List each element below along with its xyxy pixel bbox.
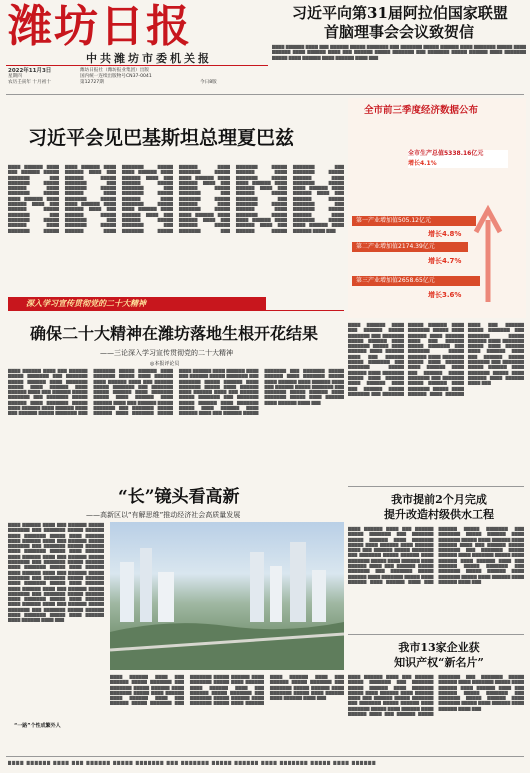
second-section-heading: “一路”个性成繁外人 bbox=[14, 723, 61, 729]
right-mid-article-text: ▇▇▇▇ ▇▇▇▇▇▇ ▇▇▇▇ ▇▇▇ ▇▇▇▇▇▇ ▇▇▇▇▇ ▇▇▇▇▇▇▇ ▇▇▇ ▇▇▇▇▇▇▇ ▇▇▇▇▇ ▇▇▇▇▇▇ ▇▇▇▇ ▇▇▇▇▇▇▇ ▇▇▇▇▇ ▇▇▇▇ ▇▇▇▇▇▇ ▇▇▇▇ ▇▇▇▇▇▇ ▇▇▇▇ ▇▇▇ ▇▇▇▇▇▇ ▇▇▇▇▇ ▇▇▇▇▇▇▇ ▇▇▇ ▇▇▇▇▇▇▇ ▇▇▇▇▇ ▇▇▇▇▇▇ ▇▇▇▇ ▇▇▇▇▇▇▇ ▇▇▇▇▇ ▇▇▇▇ ▇▇▇▇▇▇ ▇▇▇▇ ▇▇▇▇▇▇ ▇▇▇▇ ▇▇▇ ▇▇▇▇▇▇ ▇▇▇▇▇ ▇▇▇▇▇▇▇ ▇▇▇ ▇▇▇▇▇▇▇ ▇▇▇▇▇ ▇▇▇▇▇▇ ▇▇▇▇ ▇▇▇▇▇▇▇ ▇▇▇▇▇ ▇▇▇▇ ▇▇▇▇▇▇ ▇▇▇▇ ▇▇▇▇▇▇ ▇▇▇▇ ▇▇▇ ▇▇▇▇▇▇ ▇▇▇▇▇ ▇▇▇▇▇▇▇ ▇▇▇ ▇▇▇▇▇▇▇ ▇▇▇▇▇ ▇▇▇▇▇▇ ▇▇▇▇ ▇▇▇▇▇▇▇ ▇▇▇▇▇ ▇▇▇▇ ▇▇▇▇▇▇ ▇▇▇▇ ▇▇▇▇▇▇ ▇▇▇▇ ▇▇▇ ▇▇▇▇▇▇ ▇▇▇▇▇ ▇▇▇▇▇▇▇ ▇▇▇ ▇▇▇▇▇▇▇ ▇▇▇▇▇ ▇▇▇▇▇▇ ▇▇▇▇ ▇▇▇▇▇▇▇ ▇▇▇▇▇ ▇▇▇▇ ▇▇▇▇▇▇ ▇▇▇▇ ▇▇▇▇▇▇ ▇▇▇▇ ▇▇▇ ▇▇▇▇▇▇ ▇▇▇▇▇ ▇▇▇▇▇▇▇ ▇▇▇ ▇▇▇▇▇▇▇ ▇▇▇▇▇ ▇▇▇▇▇▇ ▇▇▇▇ ▇▇▇▇▇▇▇ ▇▇▇▇▇ ▇▇▇▇ ▇▇▇▇▇▇ ▇▇▇▇ ▇▇▇▇▇▇ ▇▇▇▇ ▇▇▇ bbox=[348, 526, 524, 584]
growth-arrow-icon bbox=[468, 202, 508, 302]
top-right-headline bbox=[292, 4, 508, 42]
date: 2022年11月3日 bbox=[8, 68, 52, 74]
stat-pct-primary: 增长4.8% bbox=[428, 230, 462, 238]
masthead-rule bbox=[6, 65, 268, 66]
second-subhead: ——高新区以“有解思维”推动经济社会高质量发展 bbox=[86, 511, 241, 519]
top-right-article-text: ▇▇▇▇ ▇▇▇▇▇▇ ▇▇▇▇ ▇▇▇ ▇▇▇▇▇▇ ▇▇▇▇▇ ▇▇▇▇▇▇▇ ▇▇▇ ▇▇▇▇▇▇▇ ▇▇▇▇▇ ▇▇▇▇▇▇ ▇▇▇▇ ▇▇▇▇▇▇▇ ▇▇▇▇▇ ▇▇▇▇ ▇▇▇▇▇▇ ▇▇▇▇ ▇▇▇▇▇▇ ▇▇▇▇ ▇▇▇ ▇▇▇▇▇▇ ▇▇▇▇▇ ▇▇▇▇▇▇▇ ▇▇▇ ▇▇▇▇▇▇▇ ▇▇▇▇▇ ▇▇▇▇▇▇ ▇▇▇▇ ▇▇▇▇▇▇▇ ▇▇▇▇▇ ▇▇▇▇ ▇▇▇▇▇▇ ▇▇▇▇ ▇▇▇▇▇▇ ▇▇▇▇ ▇▇▇ bbox=[272, 44, 526, 60]
stat-bar-secondary: 第二产业增加值2174.39亿元 bbox=[352, 242, 468, 252]
cn-code: 国内统一连续出版物号CN37-0041 bbox=[80, 74, 152, 79]
top-right-headline-line1: 习近平向第31届阿拉伯国家联盟 bbox=[292, 4, 508, 22]
right-divider-1 bbox=[348, 486, 524, 487]
right-mid-headline-line2: 提升改造村级供水工程 bbox=[384, 508, 494, 521]
stat-gdp-label: 全市生产总值5338.16亿元 bbox=[408, 150, 484, 157]
right-mid-headline bbox=[364, 492, 514, 522]
footer-info: ▇▇▇▇ ▇▇▇▇▇▇ ▇▇▇▇ ▇▇▇ ▇▇▇▇▇▇ ▇▇▇▇▇ ▇▇▇▇▇▇▇ ▇▇▇ ▇▇▇▇▇▇▇ ▇▇▇▇▇ ▇▇▇▇▇▇ ▇▇▇▇ ▇▇▇▇▇▇▇ ▇▇▇▇▇ ▇▇▇▇ ▇▇▇▇▇▇ bbox=[8, 760, 377, 765]
cityscape-photo bbox=[110, 522, 344, 670]
stat-bar-primary: 第一产业增加值505.12亿元 bbox=[352, 216, 476, 226]
second-article-text-right: ▇▇▇▇ ▇▇▇▇▇▇ ▇▇▇▇ ▇▇▇ ▇▇▇▇▇▇ ▇▇▇▇▇ ▇▇▇▇▇▇▇ ▇▇▇ ▇▇▇▇▇▇▇ ▇▇▇▇▇ ▇▇▇▇▇▇ ▇▇▇▇ ▇▇▇▇▇▇▇ ▇▇▇▇▇ ▇▇▇▇ ▇▇▇▇▇▇ ▇▇▇▇ ▇▇▇▇▇▇ ▇▇▇▇ ▇▇▇ ▇▇▇▇▇▇ ▇▇▇▇▇ ▇▇▇▇▇▇▇ ▇▇▇ ▇▇▇▇▇▇▇ ▇▇▇▇▇ ▇▇▇▇▇▇ ▇▇▇▇ ▇▇▇▇▇▇▇ ▇▇▇▇▇ ▇▇▇▇ ▇▇▇▇▇▇ ▇▇▇▇ ▇▇▇▇▇▇ ▇▇▇▇ ▇▇▇ ▇▇▇▇▇▇ ▇▇▇▇▇ ▇▇▇▇▇▇▇ ▇▇▇ ▇▇▇▇▇▇▇ ▇▇▇▇▇ ▇▇▇▇▇▇ ▇▇▇▇ ▇▇▇▇▇▇▇ ▇▇▇▇▇ ▇▇▇▇ ▇▇▇▇▇▇ ▇▇▇▇ ▇▇▇▇▇▇ ▇▇▇▇ ▇▇▇ ▇▇▇▇▇▇ ▇▇▇▇▇ ▇▇▇▇▇▇▇ ▇▇▇ ▇▇▇▇▇▇▇ ▇▇▇▇▇ ▇▇▇▇▇▇ ▇▇▇▇ ▇▇▇▇▇▇▇ ▇▇▇▇▇ ▇▇▇▇ ▇▇▇▇▇▇ ▇▇▇▇ ▇▇▇▇▇▇ ▇▇▇▇ ▇▇▇ bbox=[110, 674, 344, 706]
issue-number: 第12727期 bbox=[80, 80, 104, 85]
stat-gdp-pct: 增长4.1% bbox=[408, 160, 437, 167]
stat-pct-secondary: 增长4.7% bbox=[428, 257, 462, 265]
section-divider bbox=[6, 94, 524, 95]
banner-underline bbox=[8, 310, 344, 311]
second-headline: “长”镜头看高新 bbox=[118, 487, 240, 507]
stats-article-text: ▇▇▇▇ ▇▇▇▇▇▇ ▇▇▇▇ ▇▇▇ ▇▇▇▇▇▇ ▇▇▇▇▇ ▇▇▇▇▇▇▇ ▇▇▇ ▇▇▇▇▇▇▇ ▇▇▇▇▇ ▇▇▇▇▇▇ ▇▇▇▇ ▇▇▇▇▇▇▇ ▇▇▇▇▇ ▇▇▇▇ ▇▇▇▇▇▇ ▇▇▇▇ ▇▇▇▇▇▇ ▇▇▇▇ ▇▇▇ ▇▇▇▇▇▇ ▇▇▇▇▇ ▇▇▇▇▇▇▇ ▇▇▇ ▇▇▇▇▇▇▇ ▇▇▇▇▇ ▇▇▇▇▇▇ ▇▇▇▇ ▇▇▇▇▇▇▇ ▇▇▇▇▇ ▇▇▇▇ ▇▇▇▇▇▇ ▇▇▇▇ ▇▇▇▇▇▇ ▇▇▇▇ ▇▇▇ ▇▇▇▇▇▇ ▇▇▇▇▇ ▇▇▇▇▇▇▇ ▇▇▇ ▇▇▇▇▇▇▇ ▇▇▇▇▇ ▇▇▇▇▇▇ ▇▇▇▇ ▇▇▇▇▇▇▇ ▇▇▇▇▇ ▇▇▇▇ ▇▇▇▇▇▇ ▇▇▇▇ ▇▇▇▇▇▇ ▇▇▇▇ ▇▇▇ ▇▇▇▇▇▇ ▇▇▇▇▇ ▇▇▇▇▇▇▇ ▇▇▇ ▇▇▇▇▇▇▇ ▇▇▇▇▇ ▇▇▇▇▇▇ ▇▇▇▇ ▇▇▇▇▇▇▇ ▇▇▇▇▇ ▇▇▇▇ ▇▇▇▇▇▇ ▇▇▇▇ ▇▇▇▇▇▇ ▇▇▇▇ ▇▇▇ ▇▇▇▇▇▇ ▇▇▇▇▇ ▇▇▇▇▇▇▇ ▇▇▇ ▇▇▇▇▇▇▇ ▇▇▇▇▇ ▇▇▇▇▇▇ ▇▇▇▇ ▇▇▇▇▇▇▇ ▇▇▇▇▇ ▇▇▇▇ ▇▇▇▇▇▇ ▇▇▇▇ ▇▇▇▇▇▇ ▇▇▇▇ ▇▇▇ ▇▇▇▇▇▇ ▇▇▇▇▇ ▇▇▇▇▇▇▇ ▇▇▇ ▇▇▇▇▇▇▇ ▇▇▇▇▇ ▇▇▇▇▇▇ ▇▇▇▇ ▇▇▇▇▇▇▇ ▇▇▇▇▇ ▇▇▇▇ ▇▇▇▇▇▇ ▇▇▇▇ ▇▇▇▇▇▇ ▇▇▇▇ ▇▇▇ ▇▇▇▇▇▇ ▇▇▇▇▇ ▇▇▇▇▇▇▇ ▇▇▇ ▇▇▇▇▇▇▇ ▇▇▇▇▇ ▇▇▇▇▇▇ ▇▇▇▇ ▇▇▇▇▇▇▇ ▇▇▇▇▇ ▇▇▇▇ ▇▇▇▇▇▇ ▇▇▇▇ ▇▇▇▇▇▇ ▇▇▇▇ ▇▇▇ bbox=[348, 322, 524, 396]
publisher: 潍坊日报社（潍坊报业集团）出版 bbox=[80, 68, 149, 73]
cityscape-skyline-icon bbox=[110, 522, 344, 670]
second-article-text-left: ▇▇▇▇ ▇▇▇▇▇▇ ▇▇▇▇ ▇▇▇ ▇▇▇▇▇▇ ▇▇▇▇▇ ▇▇▇▇▇▇▇ ▇▇▇ ▇▇▇▇▇▇▇ ▇▇▇▇▇ ▇▇▇▇▇▇ ▇▇▇▇ ▇▇▇▇▇▇▇ ▇▇▇▇▇ ▇▇▇▇ ▇▇▇▇▇▇ ▇▇▇▇ ▇▇▇▇▇▇ ▇▇▇▇ ▇▇▇ ▇▇▇▇▇▇ ▇▇▇▇▇ ▇▇▇▇▇▇▇ ▇▇▇ ▇▇▇▇▇▇▇ ▇▇▇▇▇ ▇▇▇▇▇▇ ▇▇▇▇ ▇▇▇▇▇▇▇ ▇▇▇▇▇ ▇▇▇▇ ▇▇▇▇▇▇ ▇▇▇▇ ▇▇▇▇▇▇ ▇▇▇▇ ▇▇▇ ▇▇▇▇▇▇ ▇▇▇▇▇ ▇▇▇▇▇▇▇ ▇▇▇ ▇▇▇▇▇▇▇ ▇▇▇▇▇ ▇▇▇▇▇▇ ▇▇▇▇ ▇▇▇▇▇▇▇ ▇▇▇▇▇ ▇▇▇▇ ▇▇▇▇▇▇ ▇▇▇▇ ▇▇▇▇▇▇ ▇▇▇▇ ▇▇▇ ▇▇▇▇▇▇ ▇▇▇▇▇ ▇▇▇▇▇▇▇ ▇▇▇ ▇▇▇▇▇▇▇ ▇▇▇▇▇ ▇▇▇▇▇▇ ▇▇▇▇ ▇▇▇▇▇▇▇ ▇▇▇▇▇ ▇▇▇▇ ▇▇▇▇▇▇ ▇▇▇▇ ▇▇▇▇▇▇ ▇▇▇▇ ▇▇▇ ▇▇▇▇▇▇ ▇▇▇▇▇ ▇▇▇▇▇▇▇ ▇▇▇ ▇▇▇▇▇▇▇ ▇▇▇▇▇ ▇▇▇▇▇▇ ▇▇▇▇ ▇▇▇▇▇▇▇ ▇▇▇▇▇ ▇▇▇▇ ▇▇▇▇▇▇ ▇▇▇▇ ▇▇▇▇▇▇ ▇▇▇▇ ▇▇▇ ▇▇▇▇▇▇ ▇▇▇▇▇ ▇▇▇▇▇▇▇ ▇▇▇ ▇▇▇▇▇▇▇ ▇▇▇▇▇ ▇▇▇▇▇▇ ▇▇▇▇ ▇▇▇▇▇▇▇ ▇▇▇▇▇ ▇▇▇▇ ▇▇▇▇▇▇ ▇▇▇▇ ▇▇▇▇▇▇ ▇▇▇▇ ▇▇▇ bbox=[8, 522, 104, 623]
masthead-publisher-block bbox=[80, 68, 190, 86]
stat-pct-tertiary: 增长3.6% bbox=[428, 291, 462, 299]
feature-article-text: ▇▇▇▇ ▇▇▇▇▇▇ ▇▇▇▇ ▇▇▇ ▇▇▇▇▇▇ ▇▇▇▇▇ ▇▇▇▇▇▇▇ ▇▇▇ ▇▇▇▇▇▇▇ ▇▇▇▇▇ ▇▇▇▇▇▇ ▇▇▇▇ ▇▇▇▇▇▇▇ ▇▇▇▇▇ ▇▇▇▇ ▇▇▇▇▇▇ ▇▇▇▇ ▇▇▇▇▇▇ ▇▇▇▇ ▇▇▇ ▇▇▇▇▇▇ ▇▇▇▇▇ ▇▇▇▇▇▇▇ ▇▇▇ ▇▇▇▇▇▇▇ ▇▇▇▇▇ ▇▇▇▇▇▇ ▇▇▇▇ ▇▇▇▇▇▇▇ ▇▇▇▇▇ ▇▇▇▇ ▇▇▇▇▇▇ ▇▇▇▇ ▇▇▇▇▇▇ ▇▇▇▇ ▇▇▇ ▇▇▇▇▇▇ ▇▇▇▇▇ ▇▇▇▇▇▇▇ ▇▇▇ ▇▇▇▇▇▇▇ ▇▇▇▇▇ ▇▇▇▇▇▇ ▇▇▇▇ ▇▇▇▇▇▇▇ ▇▇▇▇▇ ▇▇▇▇ ▇▇▇▇▇▇ ▇▇▇▇ ▇▇▇▇▇▇ ▇▇▇▇ ▇▇▇ ▇▇▇▇▇▇ ▇▇▇▇▇ ▇▇▇▇▇▇▇ ▇▇▇ ▇▇▇▇▇▇▇ ▇▇▇▇▇ ▇▇▇▇▇▇ ▇▇▇▇ ▇▇▇▇▇▇▇ ▇▇▇▇▇ ▇▇▇▇ ▇▇▇▇▇▇ ▇▇▇▇ ▇▇▇▇▇▇ ▇▇▇▇ ▇▇▇ ▇▇▇▇▇▇ ▇▇▇▇▇ ▇▇▇▇▇▇▇ ▇▇▇ ▇▇▇▇▇▇▇ ▇▇▇▇▇ ▇▇▇▇▇▇ ▇▇▇▇ ▇▇▇▇▇▇▇ ▇▇▇▇▇ ▇▇▇▇ ▇▇▇▇▇▇ ▇▇▇▇ ▇▇▇▇▇▇ ▇▇▇▇ ▇▇▇ ▇▇▇▇▇▇ ▇▇▇▇▇ ▇▇▇▇▇▇▇ ▇▇▇ ▇▇▇▇▇▇▇ ▇▇▇▇▇ ▇▇▇▇▇▇ ▇▇▇▇ ▇▇▇▇▇▇▇ ▇▇▇▇▇ ▇▇▇▇ ▇▇▇▇▇▇ ▇▇▇▇ ▇▇▇▇▇▇ ▇▇▇▇ ▇▇▇ ▇▇▇▇▇▇ ▇▇▇▇▇ ▇▇▇▇▇▇▇ ▇▇▇ ▇▇▇▇▇▇▇ ▇▇▇▇▇ ▇▇▇▇▇▇ ▇▇▇▇ ▇▇▇▇▇▇▇ ▇▇▇▇▇ ▇▇▇▇ ▇▇▇▇▇▇ ▇▇▇▇ ▇▇▇▇▇▇ ▇▇▇▇ ▇▇▇ ▇▇▇▇▇▇ ▇▇▇▇▇ ▇▇▇▇▇▇▇ ▇▇▇ ▇▇▇▇▇▇▇ ▇▇▇▇▇ ▇▇▇▇▇▇ ▇▇▇▇ ▇▇▇▇▇▇▇ ▇▇▇▇▇ ▇▇▇▇ ▇▇▇▇▇▇ ▇▇▇▇ ▇▇▇▇▇▇ ▇▇▇▇ ▇▇▇ ▇▇▇▇▇▇ ▇▇▇▇▇ ▇▇▇▇▇▇▇ ▇▇▇ ▇▇▇▇▇▇▇ ▇▇▇▇▇ ▇▇▇▇▇▇ ▇▇▇▇ ▇▇▇▇▇▇▇ ▇▇▇▇▇ ▇▇▇▇ ▇▇▇▇▇▇ ▇▇▇▇ ▇▇▇▇▇▇ ▇▇▇▇ ▇▇▇ bbox=[8, 368, 344, 416]
lead-headline: 习近平会见巴基斯坦总理夏巴兹 bbox=[28, 127, 295, 149]
weekday: 星期四 bbox=[8, 74, 22, 79]
masthead-date-block bbox=[8, 68, 78, 86]
right-divider-2 bbox=[348, 634, 524, 635]
lunar-date: 农历壬寅年 十月初十 bbox=[8, 80, 51, 85]
page-count: 今日8版 bbox=[200, 80, 217, 85]
campaign-banner-label: 深入学习宣传贯彻党的二十大精神 bbox=[26, 299, 146, 308]
stat-bar-tertiary: 第三产业增加值2658.65亿元 bbox=[352, 276, 480, 286]
top-right-headline-line2: 首脑理事会会议致贺信 bbox=[324, 23, 475, 41]
right-bottom-headline bbox=[364, 640, 514, 670]
right-bottom-headline-line1: 我市13家企业获 bbox=[398, 641, 480, 654]
economic-stats-box bbox=[348, 98, 526, 318]
masthead-subtitle: 中共潍坊市委机关报 bbox=[86, 52, 212, 65]
feature-byline: ◎本报评论员 bbox=[150, 361, 180, 367]
feature-subhead: ——三论深入学习宣传贯彻党的二十大精神 bbox=[100, 349, 233, 357]
footer-rule bbox=[6, 756, 524, 757]
masthead-title: 潍坊日报 bbox=[8, 1, 192, 52]
right-bottom-article-text: ▇▇▇▇ ▇▇▇▇▇▇ ▇▇▇▇ ▇▇▇ ▇▇▇▇▇▇ ▇▇▇▇▇ ▇▇▇▇▇▇▇ ▇▇▇ ▇▇▇▇▇▇▇ ▇▇▇▇▇ ▇▇▇▇▇▇ ▇▇▇▇ ▇▇▇▇▇▇▇ ▇▇▇▇▇ ▇▇▇▇ ▇▇▇▇▇▇ ▇▇▇▇ ▇▇▇▇▇▇ ▇▇▇▇ ▇▇▇ ▇▇▇▇▇▇ ▇▇▇▇▇ ▇▇▇▇▇▇▇ ▇▇▇ ▇▇▇▇▇▇▇ ▇▇▇▇▇ ▇▇▇▇▇▇ ▇▇▇▇ ▇▇▇▇▇▇▇ ▇▇▇▇▇ ▇▇▇▇ ▇▇▇▇▇▇ ▇▇▇▇ ▇▇▇▇▇▇ ▇▇▇▇ ▇▇▇ ▇▇▇▇▇▇ ▇▇▇▇▇ ▇▇▇▇▇▇▇ ▇▇▇ ▇▇▇▇▇▇▇ ▇▇▇▇▇ ▇▇▇▇▇▇ ▇▇▇▇ ▇▇▇▇▇▇▇ ▇▇▇▇▇ ▇▇▇▇ ▇▇▇▇▇▇ ▇▇▇▇ ▇▇▇▇▇▇ ▇▇▇▇ ▇▇▇ ▇▇▇▇▇▇ ▇▇▇▇▇ ▇▇▇▇▇▇▇ ▇▇▇ ▇▇▇▇▇▇▇ ▇▇▇▇▇ ▇▇▇▇▇▇ ▇▇▇▇ ▇▇▇▇▇▇▇ ▇▇▇▇▇ ▇▇▇▇ ▇▇▇▇▇▇ ▇▇▇▇ ▇▇▇▇▇▇ ▇▇▇▇ ▇▇▇ bbox=[348, 674, 524, 717]
stats-title: 全市前三季度经济数据公布 bbox=[364, 105, 479, 116]
lead-article-text: ▇▇▇▇ ▇▇▇▇▇▇ ▇▇▇▇ ▇▇▇ ▇▇▇▇▇▇ ▇▇▇▇▇ ▇▇▇▇▇▇▇ ▇▇▇ ▇▇▇▇▇▇▇ ▇▇▇▇▇ ▇▇▇▇▇▇ ▇▇▇▇ ▇▇▇▇▇▇▇ ▇▇▇▇▇ ▇▇▇▇ ▇▇▇▇▇▇ ▇▇▇▇ ▇▇▇▇▇▇ ▇▇▇▇ ▇▇▇ ▇▇▇▇▇▇ ▇▇▇▇▇ ▇▇▇▇▇▇▇ ▇▇▇ ▇▇▇▇▇▇▇ ▇▇▇▇▇ ▇▇▇▇▇▇ ▇▇▇▇ ▇▇▇▇▇▇▇ ▇▇▇▇▇ ▇▇▇▇ ▇▇▇▇▇▇ ▇▇▇▇ ▇▇▇▇▇▇ ▇▇▇▇ ▇▇▇ ▇▇▇▇▇▇ ▇▇▇▇▇ ▇▇▇▇▇▇▇ ▇▇▇ ▇▇▇▇▇▇▇ ▇▇▇▇▇ ▇▇▇▇▇▇ ▇▇▇▇ ▇▇▇▇▇▇▇ ▇▇▇▇▇ ▇▇▇▇ ▇▇▇▇▇▇ ▇▇▇▇ ▇▇▇▇▇▇ ▇▇▇▇ ▇▇▇ ▇▇▇▇▇▇ ▇▇▇▇▇ ▇▇▇▇▇▇▇ ▇▇▇ ▇▇▇▇▇▇▇ ▇▇▇▇▇ ▇▇▇▇▇▇ ▇▇▇▇ ▇▇▇▇▇▇▇ ▇▇▇▇▇ ▇▇▇▇ ▇▇▇▇▇▇ ▇▇▇▇ ▇▇▇▇▇▇ ▇▇▇▇ ▇▇▇ ▇▇▇▇▇▇ ▇▇▇▇▇ ▇▇▇▇▇▇▇ ▇▇▇ ▇▇▇▇▇▇▇ ▇▇▇▇▇ ▇▇▇▇▇▇ ▇▇▇▇ ▇▇▇▇▇▇▇ ▇▇▇▇▇ ▇▇▇▇ ▇▇▇▇▇▇ ▇▇▇▇ ▇▇▇▇▇▇ ▇▇▇▇ ▇▇▇ ▇▇▇▇▇▇ ▇▇▇▇▇ ▇▇▇▇▇▇▇ ▇▇▇ ▇▇▇▇▇▇▇ ▇▇▇▇▇ ▇▇▇▇▇▇ ▇▇▇▇ ▇▇▇▇▇▇▇ ▇▇▇▇▇ ▇▇▇▇ ▇▇▇▇▇▇ ▇▇▇▇ ▇▇▇▇▇▇ ▇▇▇▇ ▇▇▇ ▇▇▇▇▇▇ ▇▇▇▇▇ ▇▇▇▇▇▇▇ ▇▇▇ ▇▇▇▇▇▇▇ ▇▇▇▇▇ ▇▇▇▇▇▇ ▇▇▇▇ ▇▇▇▇▇▇▇ ▇▇▇▇▇ ▇▇▇▇ ▇▇▇▇▇▇ ▇▇▇▇ ▇▇▇▇▇▇ ▇▇▇▇ ▇▇▇ ▇▇▇▇▇▇ ▇▇▇▇▇ ▇▇▇▇▇▇▇ ▇▇▇ ▇▇▇▇▇▇▇ ▇▇▇▇▇ ▇▇▇▇▇▇ ▇▇▇▇ ▇▇▇▇▇▇▇ ▇▇▇▇▇ ▇▇▇▇ ▇▇▇▇▇▇ ▇▇▇▇ ▇▇▇▇▇▇ ▇▇▇▇ ▇▇▇ ▇▇▇▇▇▇ ▇▇▇▇▇ ▇▇▇▇▇▇▇ ▇▇▇ ▇▇▇▇▇▇▇ ▇▇▇▇▇ ▇▇▇▇▇▇ ▇▇▇▇ ▇▇▇▇▇▇▇ ▇▇▇▇▇ ▇▇▇▇ ▇▇▇▇▇▇ ▇▇▇▇ ▇▇▇▇▇▇ ▇▇▇▇ ▇▇▇ ▇▇▇▇▇▇ ▇▇▇▇▇ ▇▇▇▇▇▇▇ ▇▇▇ ▇▇▇▇▇▇▇ ▇▇▇▇▇ ▇▇▇▇▇▇ ▇▇▇▇ ▇▇▇▇▇▇▇ ▇▇▇▇▇ ▇▇▇▇ ▇▇▇▇▇▇ ▇▇▇▇ ▇▇▇▇▇▇ ▇▇▇▇ ▇▇▇ ▇▇▇▇▇▇ ▇▇▇▇▇ ▇▇▇▇▇▇▇ ▇▇▇ ▇▇▇▇▇▇▇ ▇▇▇▇▇ ▇▇▇▇▇▇ ▇▇▇▇ ▇▇▇▇▇▇▇ ▇▇▇▇▇ ▇▇▇▇ ▇▇▇▇▇▇ ▇▇▇▇ ▇▇▇▇▇▇ ▇▇▇▇ ▇▇▇ bbox=[8, 164, 344, 233]
stat-row-gdp bbox=[408, 150, 508, 168]
campaign-banner bbox=[8, 297, 266, 310]
right-bottom-headline-line2: 知识产权“新名片” bbox=[394, 656, 484, 669]
feature-headline: 确保二十大精神在潍坊落地生根开花结果 bbox=[30, 324, 319, 343]
right-mid-headline-line1: 我市提前2个月完成 bbox=[391, 493, 487, 506]
